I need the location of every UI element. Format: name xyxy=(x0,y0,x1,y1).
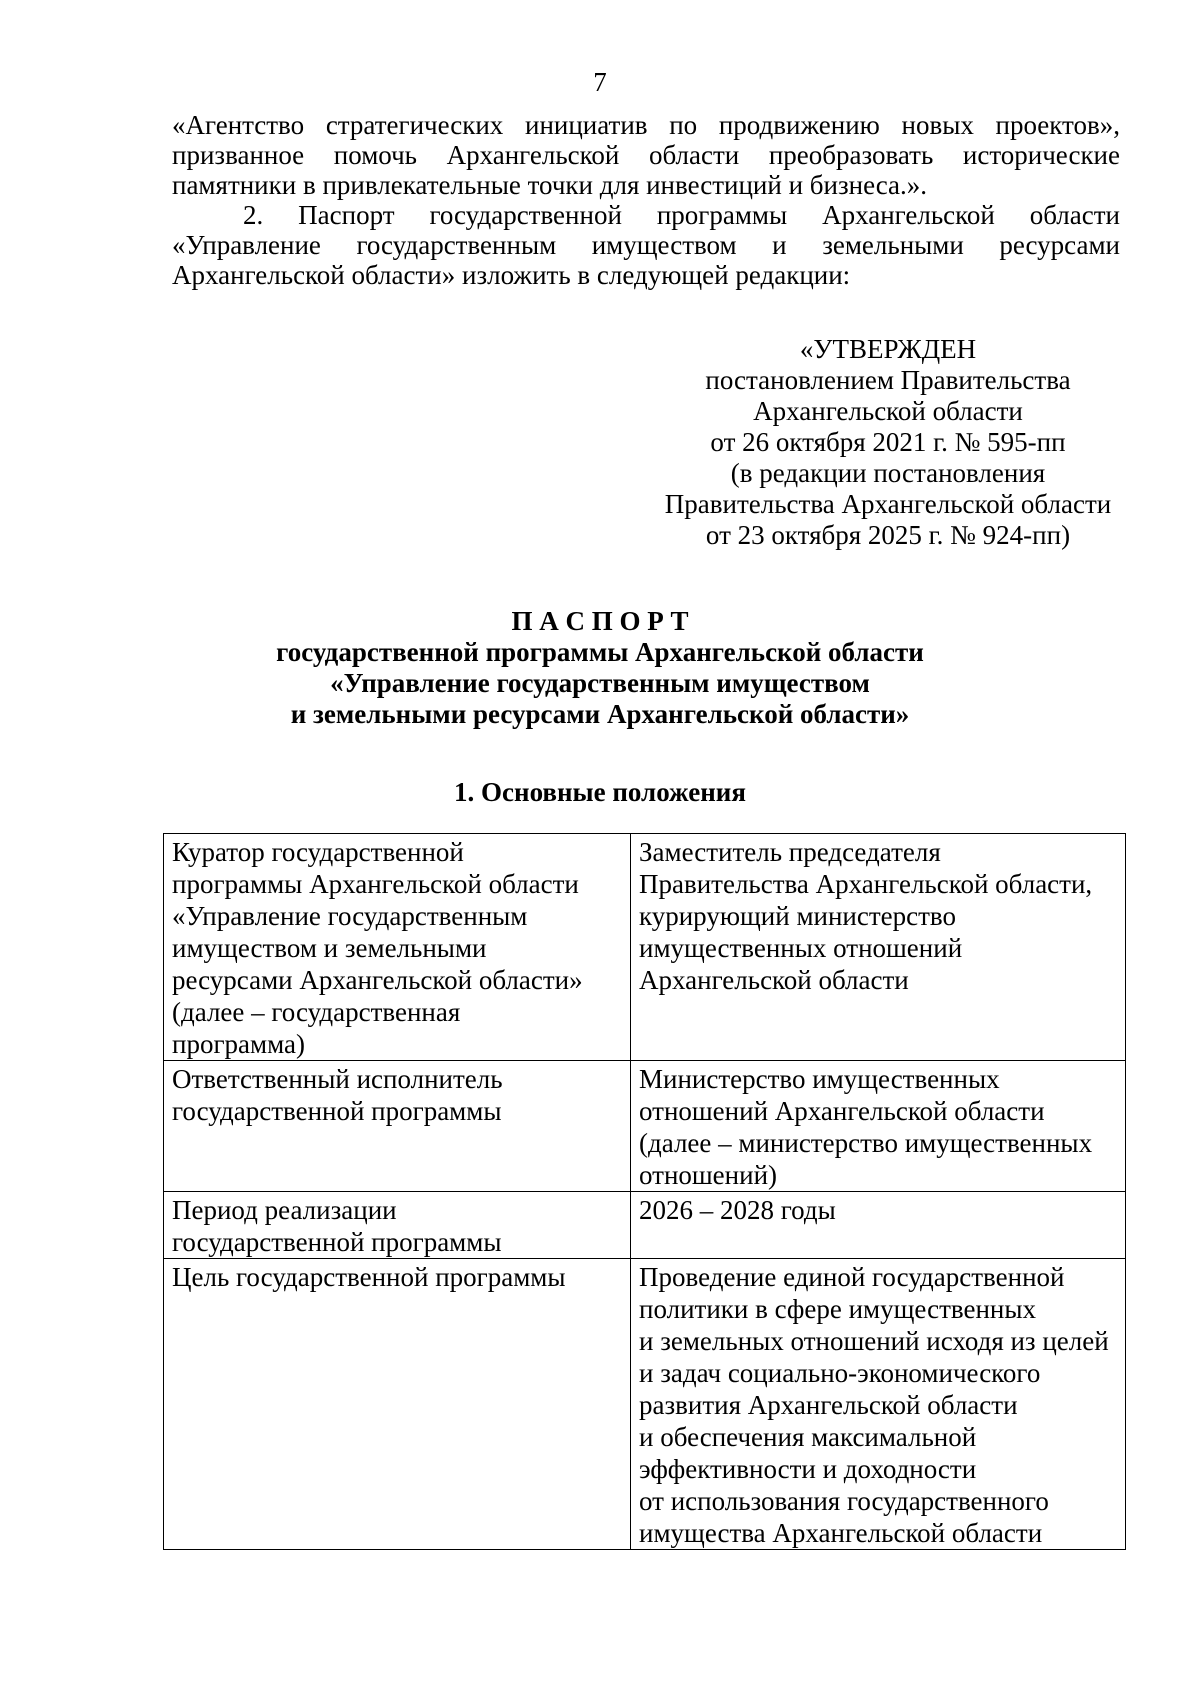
passport-table xyxy=(163,833,1126,1550)
title-line: и земельными ресурсами Архангельской области» xyxy=(290,699,910,729)
cell-text-line: курирующий министерство xyxy=(639,901,956,931)
cell-text-line: и задач социально-экономического xyxy=(639,1358,1041,1388)
approval-stamp-block xyxy=(618,334,1158,551)
cell-text-line: отношений Архангельской области xyxy=(639,1096,1045,1126)
cell-text-line: (далее – государственная xyxy=(172,997,461,1027)
title-heading: П А С П О Р Т xyxy=(511,606,689,636)
table-cell-label xyxy=(164,1192,631,1259)
cell-text-line: Ответственный исполнитель xyxy=(172,1064,503,1094)
intro-text xyxy=(172,110,1120,290)
approval-line: «УТВЕРЖДЕН xyxy=(799,334,977,364)
cell-text-line: и обеспечения максимальной xyxy=(639,1422,977,1452)
title-line: «Управление государственным имуществом xyxy=(330,668,870,698)
cell-text-line: Куратор государственной xyxy=(172,837,464,867)
cell-text-line: от использования государственного xyxy=(639,1486,1049,1516)
cell-text-line: имуществом и земельными xyxy=(172,933,487,963)
table-row xyxy=(164,1192,1126,1259)
table-row xyxy=(164,834,1126,1061)
intro-paragraph-1: «Агентство стратегических инициатив по продвижению новых проектов», призванное помочь Архангельской области преобразовать исторические памятники в привлекательные точки для инвестиций и бизнеса.». xyxy=(172,110,1120,200)
title-line: государственной программы Архангельской области xyxy=(276,637,924,667)
cell-text-line: ресурсами Архангельской области» xyxy=(172,965,583,995)
cell-text-line: Министерство имущественных xyxy=(639,1064,1000,1094)
cell-text-line: и земельных отношений исходя из целей xyxy=(639,1326,1109,1356)
intro-paragraph-2: 2. Паспорт государственной программы Архангельской области «Управление государственным имуществом и земельными ресурсами Архангельской области» изложить в следующей редакции: xyxy=(172,200,1120,290)
cell-text-line: государственной программы xyxy=(172,1227,502,1257)
table-cell-value xyxy=(631,1259,1126,1550)
cell-text-line: Правительства Архангельской области, xyxy=(639,869,1093,899)
cell-text-line: Цель государственной программы xyxy=(172,1262,566,1292)
cell-text-line: развития Архангельской области xyxy=(639,1390,1018,1420)
approval-line: Архангельской области xyxy=(753,396,1023,426)
cell-text-line: имущества Архангельской области xyxy=(639,1518,1043,1548)
approval-line: постановлением Правительства xyxy=(705,365,1071,395)
table-cell-value xyxy=(631,1061,1126,1192)
cell-text-line: государственной программы xyxy=(172,1096,502,1126)
cell-text-line: программа) xyxy=(172,1029,305,1059)
cell-text-line: отношений) xyxy=(639,1160,778,1190)
cell-text-line: имущественных отношений xyxy=(639,933,963,963)
approval-line: Правительства Архангельской области xyxy=(664,489,1112,519)
approval-line: от 23 октября 2025 г. № 924-пп) xyxy=(705,520,1071,550)
cell-text-line: программы Архангельской области xyxy=(172,869,579,899)
cell-text-line: Архангельской области xyxy=(639,965,909,995)
cell-text-line: эффективности и доходности xyxy=(639,1454,977,1484)
cell-text-line: Период реализации xyxy=(172,1195,397,1225)
cell-text-line: Заместитель председателя xyxy=(639,837,941,867)
approval-line: от 26 октября 2021 г. № 595-пп xyxy=(710,427,1066,457)
approval-line: (в редакции постановления xyxy=(730,458,1046,488)
cell-text-line: Проведение единой государственной xyxy=(639,1262,1065,1292)
cell-text-line: 2026 – 2028 годы xyxy=(639,1195,836,1225)
table-row xyxy=(164,1061,1126,1192)
table-cell-value xyxy=(631,1192,1126,1259)
table-cell-label xyxy=(164,834,631,1061)
page-number: 7 xyxy=(593,67,607,97)
document-title xyxy=(0,606,1200,730)
cell-text-line: политики в сфере имущественных xyxy=(639,1294,1036,1324)
cell-text-line: (далее – министерство имущественных xyxy=(639,1128,1093,1158)
table-cell-value xyxy=(631,834,1126,1061)
table-row xyxy=(164,1259,1126,1550)
cell-text-line: «Управление государственным xyxy=(172,901,528,931)
table-cell-label xyxy=(164,1061,631,1192)
table-cell-label xyxy=(164,1259,631,1550)
section-heading: 1. Основные положения xyxy=(454,777,746,807)
